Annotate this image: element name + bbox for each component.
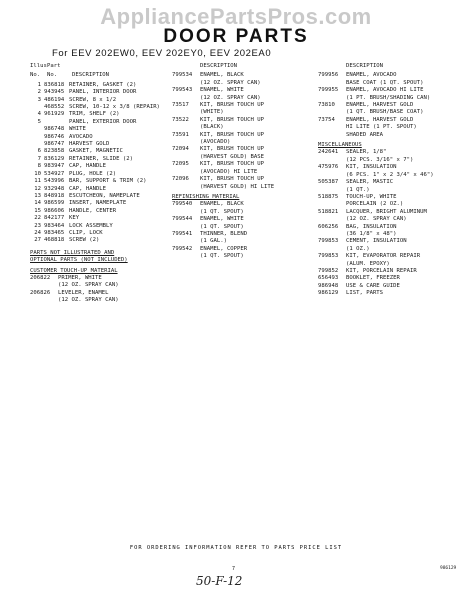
- part-row: [172, 124, 315, 131]
- part-description: CEMENT, INSULATION: [346, 238, 407, 245]
- part-row: [172, 209, 315, 216]
- part-number: [318, 132, 346, 139]
- part-row: [30, 97, 170, 104]
- document-number: 986129: [440, 566, 457, 571]
- part-description: ENAMEL, HARVEST GOLD: [346, 102, 414, 109]
- part-description: SCREW, 8 x 1/2: [69, 96, 117, 103]
- part-number: [30, 282, 58, 289]
- part-row: [318, 149, 470, 156]
- parts-column-2: [172, 63, 315, 261]
- part-description: (BLACK): [200, 124, 224, 131]
- part-number: 799956: [318, 72, 339, 79]
- part-row: [172, 238, 315, 245]
- part-number: 468552: [44, 104, 65, 111]
- header-part: Part: [47, 63, 61, 69]
- column-header: [318, 63, 470, 70]
- model-subtitle: For EEV 202EW0, EEV 202EY0, EEV 202EA0: [52, 48, 272, 59]
- part-description: GASKET, MAGNETIC: [69, 148, 123, 155]
- part-number: [318, 187, 346, 194]
- part-row: [318, 275, 470, 282]
- part-number: 486194: [44, 96, 65, 103]
- part-number: 799540: [172, 201, 193, 208]
- part-number: [172, 154, 200, 161]
- part-row: [30, 134, 170, 141]
- part-row: [172, 132, 315, 139]
- part-row: [318, 246, 470, 253]
- part-description: (12 OZ. SPRAY CAN): [346, 216, 407, 223]
- part-number: [318, 172, 346, 179]
- part-row: [30, 223, 170, 230]
- part-description: SEALER, 1/8": [346, 149, 387, 156]
- part-row: [30, 275, 170, 282]
- part-description: (HARVEST GOLD) HI LITE: [200, 183, 275, 190]
- part-row: [172, 246, 315, 253]
- header-description: DESCRIPTION: [72, 72, 110, 79]
- part-number: 986748: [44, 126, 65, 133]
- part-description: LEVELER, ENAMEL: [58, 289, 109, 296]
- part-row: [318, 80, 470, 87]
- part-number: [172, 238, 200, 245]
- part-row: [30, 119, 170, 126]
- part-number: 656493: [318, 275, 339, 282]
- part-row: [30, 163, 170, 170]
- illus-number: 5: [37, 118, 41, 125]
- part-number: 986606: [44, 207, 65, 214]
- header-description: DESCRIPTION: [346, 63, 384, 69]
- illus-number: 13: [34, 192, 41, 199]
- part-row: [318, 95, 470, 102]
- touch-up-kits-list: [172, 72, 315, 191]
- part-row: [30, 215, 170, 222]
- part-description: ENAMEL, HARVEST GOLD: [346, 116, 414, 123]
- part-description: (1 GAL.): [200, 238, 227, 245]
- part-description: (36 1/8" x 48"): [346, 230, 397, 237]
- part-number: 943945: [44, 89, 65, 96]
- part-row: [30, 208, 170, 215]
- part-row: [318, 231, 470, 238]
- part-row: [172, 184, 315, 191]
- part-number: 543996: [44, 178, 65, 185]
- part-row: [172, 102, 315, 109]
- part-description: (1 QT. SPOUT): [200, 223, 244, 230]
- part-number: [172, 184, 200, 191]
- part-number: [172, 80, 200, 87]
- part-row: [318, 283, 470, 290]
- part-number: 983947: [44, 163, 65, 170]
- part-description: PANEL, INTERIOR DOOR: [69, 89, 137, 96]
- part-number: 73522: [172, 116, 189, 123]
- part-row: [318, 179, 470, 186]
- illus-number: 6: [37, 148, 41, 155]
- part-row: [172, 117, 315, 124]
- part-number: 73517: [172, 102, 189, 109]
- part-number: 505387: [318, 179, 339, 186]
- part-description: (AVOCADO) HI LITE: [200, 168, 258, 175]
- part-row: [172, 154, 315, 161]
- part-number: 799542: [172, 245, 193, 252]
- part-number: 799852: [318, 267, 339, 274]
- part-description: SCREW (2): [69, 237, 100, 244]
- part-row: [30, 89, 170, 96]
- part-row: [172, 109, 315, 116]
- part-description: AVOCADO: [69, 133, 93, 140]
- part-description: ESCUTCHEON, NAMEPLATE: [69, 192, 140, 199]
- part-row: [30, 200, 170, 207]
- part-row: [172, 231, 315, 238]
- parts-column-1: [30, 63, 170, 305]
- part-row: [318, 117, 470, 124]
- part-row: [30, 186, 170, 193]
- part-number: [318, 261, 346, 268]
- part-number: 799543: [172, 87, 193, 94]
- part-number: [318, 80, 346, 87]
- part-description: ENAMEL, BLACK: [200, 201, 244, 208]
- part-description: PORCELAIN (2 OZ.): [346, 201, 404, 208]
- section-customer-touch-up: CUSTOMER TOUCH-UP MATERIAL: [30, 267, 118, 274]
- part-number: 986948: [318, 282, 339, 289]
- part-row: [318, 253, 470, 260]
- parts-column-3: [318, 63, 470, 298]
- part-row: [172, 224, 315, 231]
- part-row: [172, 216, 315, 223]
- part-row: [172, 146, 315, 153]
- column-header: [30, 63, 170, 70]
- part-description: BOOKLET, FREEZER: [346, 275, 400, 282]
- part-description: RETAINER, GASKET (2): [69, 81, 137, 88]
- part-description: (1 QT. SPOUT): [200, 208, 244, 215]
- illus-number: 8: [37, 163, 41, 170]
- part-number: 799534: [172, 72, 193, 79]
- section-refinishing: REFINISHING MATERIAL: [172, 193, 240, 200]
- part-number: 823858: [44, 148, 65, 155]
- illus-number: 22: [34, 215, 41, 222]
- part-description: ENAMEL, COPPER: [200, 245, 248, 252]
- part-row: [318, 224, 470, 231]
- part-description: HANDLE, CENTER: [69, 207, 117, 214]
- illus-number: 14: [34, 200, 41, 207]
- part-number: [318, 109, 346, 116]
- part-description: TRIM, SHELF (2): [69, 111, 120, 118]
- part-row: [318, 102, 470, 109]
- illus-number: 23: [34, 222, 41, 229]
- part-description: KEY: [69, 215, 80, 222]
- part-description: (ALUM. EPOXY): [346, 260, 390, 267]
- column-header: [172, 63, 315, 70]
- part-description: ENAMEL, AVOCADO: [346, 72, 397, 79]
- part-row: [172, 169, 315, 176]
- part-description: LOCK ASSEMBLY: [69, 222, 113, 229]
- part-row: [30, 126, 170, 133]
- part-row: [172, 176, 315, 183]
- part-description: ENAMEL, BLACK: [200, 72, 244, 79]
- part-number: [172, 169, 200, 176]
- part-row: [30, 193, 170, 200]
- part-row: [30, 141, 170, 148]
- header-illus: Illus: [30, 63, 47, 69]
- part-description: SCREW, 10-12 x 3/8 (REPAIR): [69, 104, 160, 111]
- part-description: KIT, BRUSH TOUCH UP: [200, 116, 264, 123]
- part-description: KIT, BRUSH TOUCH UP: [200, 176, 264, 183]
- part-row: [172, 139, 315, 146]
- part-description: LACQUER, BRIGHT ALUMINUM: [346, 208, 427, 215]
- part-description: KIT, EVAPORATOR REPAIR: [346, 253, 421, 260]
- part-number: [172, 224, 200, 231]
- part-number: 72095: [172, 161, 189, 168]
- part-number: 983464: [44, 222, 65, 229]
- part-number: 73810: [318, 102, 335, 109]
- part-number: 986129: [318, 290, 339, 297]
- part-number: 848918: [44, 192, 65, 199]
- part-number: 842177: [44, 215, 65, 222]
- part-description: TOUCH-UP, WHITE: [346, 193, 397, 200]
- part-row: [318, 72, 470, 79]
- part-row: [30, 290, 170, 297]
- part-row: [318, 209, 470, 216]
- part-number: 986747: [44, 141, 65, 148]
- part-number: 475976: [318, 164, 339, 171]
- part-row: [318, 124, 470, 131]
- illus-number: 2: [37, 89, 41, 96]
- watermark: AppliancePartsPros.com: [100, 4, 372, 29]
- part-number: [318, 201, 346, 208]
- part-row: [318, 187, 470, 194]
- part-number: 72094: [172, 146, 189, 153]
- part-row: [318, 261, 470, 268]
- part-number: 72096: [172, 176, 189, 183]
- part-row: [172, 87, 315, 94]
- part-description: (12 OZ. SPRAY CAN): [58, 297, 119, 304]
- part-description: ENAMEL, AVOCADO HI LITE: [346, 87, 424, 94]
- part-description: (1 QT. BRUSH/BASE COAT): [346, 109, 424, 116]
- part-description: KIT, BRUSH TOUCH UP: [200, 102, 264, 109]
- illus-number: 3: [37, 96, 41, 103]
- part-number: 518875: [318, 193, 339, 200]
- part-description: THINNER, BLEND: [200, 230, 248, 237]
- part-description: WHITE: [69, 126, 86, 133]
- part-row: [318, 216, 470, 223]
- part-number: [172, 253, 200, 260]
- miscellaneous-list: [318, 149, 470, 297]
- illus-number: [30, 104, 44, 111]
- enamel-list: [318, 72, 470, 139]
- part-number: [318, 216, 346, 223]
- part-row: [318, 132, 470, 139]
- part-description: KIT, INSULATION: [346, 164, 397, 171]
- part-description: (1 OZ.): [346, 245, 370, 252]
- part-row: [172, 201, 315, 208]
- part-description: (12 PCS. 3/16" x 7"): [346, 156, 414, 163]
- part-number: 961929: [44, 111, 65, 118]
- part-description: KIT, BRUSH TOUCH UP: [200, 146, 264, 153]
- part-number: [172, 109, 200, 116]
- part-row: [318, 157, 470, 164]
- part-number: 242641: [318, 149, 339, 156]
- header-description: DESCRIPTION: [200, 63, 238, 69]
- part-row: [30, 111, 170, 118]
- part-row: [318, 172, 470, 179]
- part-description: KIT, BRUSH TOUCH UP: [200, 131, 264, 138]
- part-description: KIT, PORCELAIN REPAIR: [346, 267, 417, 274]
- part-row: [172, 80, 315, 87]
- door-parts-list: [30, 82, 170, 245]
- refinishing-list: [172, 201, 315, 260]
- part-description: (12 OZ. SPRAY CAN): [58, 282, 119, 289]
- part-row: [318, 201, 470, 208]
- part-number: [318, 157, 346, 164]
- part-row: [30, 148, 170, 155]
- part-number: [44, 119, 69, 126]
- part-description: (AVOCADO): [200, 139, 231, 146]
- illus-number: 10: [34, 170, 41, 177]
- illus-number: 27: [34, 237, 41, 244]
- part-number: 206826: [30, 289, 51, 296]
- part-description: PLUG, HOLE (2): [69, 170, 117, 177]
- part-number: 932948: [44, 185, 65, 192]
- part-row: [318, 194, 470, 201]
- part-row: [318, 290, 470, 297]
- part-row: [30, 104, 170, 111]
- illus-number: 24: [34, 229, 41, 236]
- part-row: [30, 237, 170, 244]
- part-row: [30, 282, 170, 289]
- part-description: BAG, INSULATION: [346, 223, 397, 230]
- part-number: 73591: [172, 131, 189, 138]
- part-row: [318, 268, 470, 275]
- part-number: 606256: [318, 223, 339, 230]
- part-description: (6 PCS. 1" x 2 3/4" x 46"): [346, 171, 434, 178]
- part-number: [318, 124, 346, 131]
- part-number: 836129: [44, 155, 65, 162]
- illus-number: 4: [37, 111, 41, 118]
- part-row: [30, 178, 170, 185]
- part-number: 73754: [318, 116, 335, 123]
- part-row: [172, 161, 315, 168]
- part-description: BASE COAT (1 QT. SPOUT): [346, 79, 424, 86]
- part-description: HI LITE (1 PT. SPOUT): [346, 124, 417, 131]
- part-row: [172, 72, 315, 79]
- part-number: [172, 209, 200, 216]
- part-number: 799853: [318, 238, 339, 245]
- part-description: (HARVEST GOLD) BASE: [200, 153, 264, 160]
- page-title: DOOR PARTS: [163, 26, 309, 47]
- part-number: [172, 139, 200, 146]
- part-number: [172, 95, 200, 102]
- part-row: [172, 95, 315, 102]
- illus-number: [30, 141, 44, 148]
- part-number: 799955: [318, 87, 339, 94]
- part-number: 986599: [44, 200, 65, 207]
- part-number: [30, 297, 58, 304]
- header-no2: No.: [47, 72, 58, 79]
- page-number: 7: [232, 566, 236, 572]
- part-number: 983465: [44, 229, 65, 236]
- touch-up-list: [30, 275, 170, 305]
- illus-number: 12: [34, 185, 41, 192]
- part-description: KIT, BRUSH TOUCH UP: [200, 161, 264, 168]
- part-number: 799853: [318, 253, 339, 260]
- handwritten-note: 50-F-12: [196, 574, 243, 588]
- part-description: HARVEST GOLD: [69, 141, 110, 148]
- not-illustrated-note-2: OPTIONAL PARTS (NOT INCLUDED): [30, 257, 128, 264]
- illus-number: 15: [34, 207, 41, 214]
- part-number: 799544: [172, 216, 193, 223]
- part-row: [318, 164, 470, 171]
- part-description: ENAMEL, WHITE: [200, 216, 244, 223]
- part-description: CLIP, LOCK: [69, 229, 103, 236]
- part-description: RETAINER, SLIDE (2): [69, 155, 133, 162]
- part-description: SHADED AREA: [346, 131, 384, 138]
- part-row: [172, 253, 315, 260]
- part-row: [30, 230, 170, 237]
- illus-number: [30, 126, 44, 133]
- illus-number: 1: [37, 81, 41, 88]
- part-number: 206822: [30, 274, 51, 281]
- part-row: [30, 156, 170, 163]
- part-row: [318, 109, 470, 116]
- part-description: (12 OZ. SPRAY CAN): [200, 94, 261, 101]
- part-row: [318, 87, 470, 94]
- ordering-footer: FOR ORDERING INFORMATION REFER TO PARTS PRICE LIST: [129, 545, 343, 551]
- part-row: [30, 171, 170, 178]
- part-row: [318, 238, 470, 245]
- part-number: 518821: [318, 208, 339, 215]
- part-description: PANEL, EXTERIOR DOOR: [69, 118, 137, 125]
- part-row: [30, 297, 170, 304]
- part-number: 799541: [172, 230, 193, 237]
- part-number: 534927: [44, 170, 65, 177]
- part-number: 836818: [44, 81, 65, 88]
- part-description: LIST, PARTS: [346, 290, 384, 297]
- part-description: CAP, HANDLE: [69, 163, 107, 170]
- part-description: USE & CARE GUIDE: [346, 282, 400, 289]
- illus-number: 11: [34, 178, 41, 185]
- part-description: (1 QT. SPOUT): [200, 253, 244, 260]
- part-number: [318, 231, 346, 238]
- part-row: [30, 82, 170, 89]
- illus-number: [30, 134, 44, 141]
- header-no: No.: [30, 72, 41, 79]
- illus-number: 7: [37, 155, 41, 162]
- part-description: ENAMEL, WHITE: [200, 87, 244, 94]
- part-number: [318, 246, 346, 253]
- section-miscellaneous: MISCELLANEOUS: [318, 142, 362, 149]
- part-description: CAP, HANDLE: [69, 185, 107, 192]
- part-description: (1 PT. BRUSH/SHADING CAN): [346, 94, 431, 101]
- part-description: (WHITE): [200, 109, 224, 116]
- part-number: 986746: [44, 133, 65, 140]
- part-number: 468818: [44, 237, 65, 244]
- column-header-2: [30, 72, 170, 79]
- part-description: (1 QT.): [346, 186, 370, 193]
- part-description: BAR, SUPPORT & TRIM (2): [69, 178, 147, 185]
- part-number: [318, 95, 346, 102]
- part-number: [172, 124, 200, 131]
- part-description: PRIMER, WHITE: [58, 274, 102, 281]
- part-description: (12 OZ. SPRAY CAN): [200, 79, 261, 86]
- part-description: INSERT, NAMEPLATE: [69, 200, 127, 207]
- not-illustrated-note-1: PARTS NOT ILLUSTRATED AND: [30, 249, 115, 256]
- part-description: SEALER, MASTIC: [346, 179, 394, 186]
